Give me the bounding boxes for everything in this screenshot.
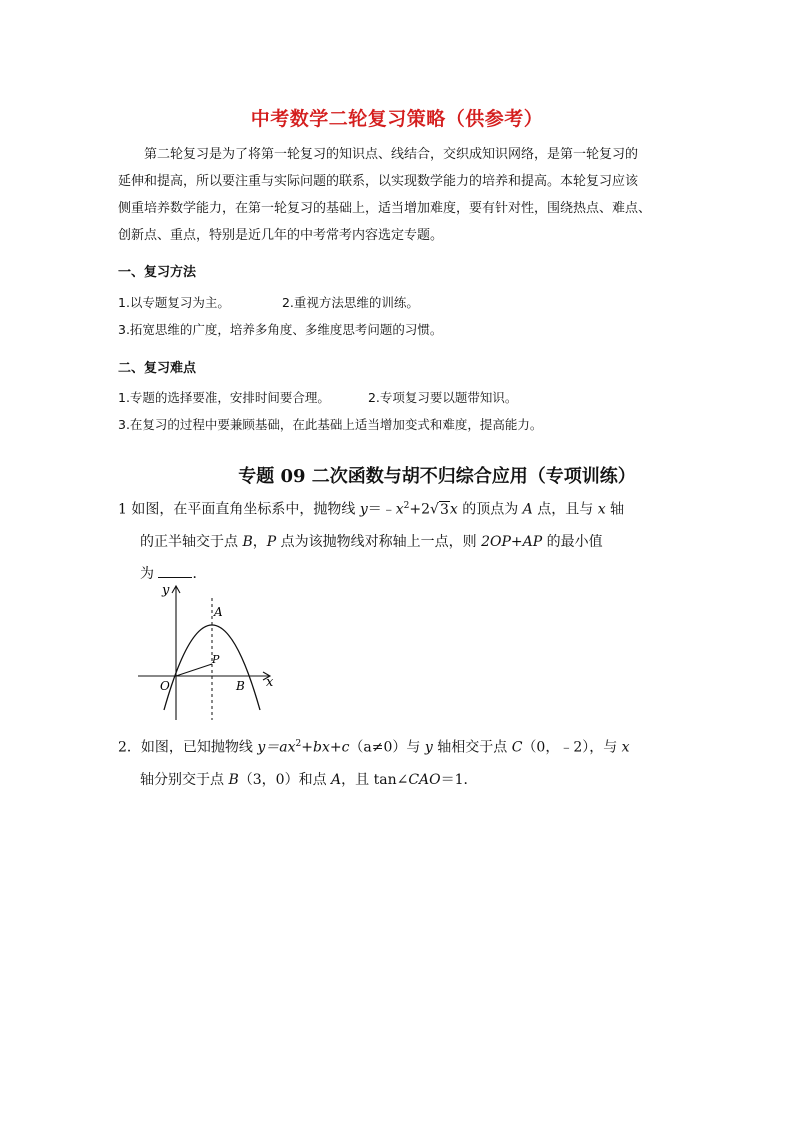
methods-item-1: 1.以专题复习为主。 [118,295,230,310]
label-o: O [160,679,170,693]
q2-line-2: 轴分别交于点 B（3，0）和点 A，且 tan∠CAO＝1． [140,771,478,788]
question-2 [118,728,678,796]
intro-line-3: 侧重培养数学能力，在第一轮复习的基础上，适当增加难度，要有针对性，围绕热点、难点、 [118,201,652,216]
difficulties-item-2: 2.专项复习要以题带知识。 [367,390,518,405]
q1-figure [130,580,280,725]
document-title: 中考数学二轮复习策略（供参考） [250,108,544,130]
q1-line-3: 为 ． [118,558,678,590]
intro-line-2: 延伸和提高，所以要注重与实际问题的联系，以实现数学能力的培养和提高。本轮复习应该 [118,174,639,189]
methods-item-3: 3.拓宽思维的广度，培养多角度、多维度思考问题的习惯。 [118,322,443,337]
methods-item-2: 2.重视方法思维的训练。 [281,295,419,310]
parabola-curve [164,625,260,710]
segment-op [176,664,212,676]
label-a: A [214,605,223,619]
label-p: P [212,653,220,666]
intro-line-4: 创新点、重点，特别是近几年的中考常考内容选定专题。 [118,228,444,243]
difficulties-line-1 [118,388,517,406]
difficulties-item-1: 1.专题的选择要准，安排时间要合理。 [118,390,330,405]
intro-line-1: 第二轮复习是为了将第一轮复习的知识点、线结合，交织成知识网络，是第一轮复习的 [144,147,639,162]
section-heading-difficulties: 二、复习难点 [118,361,197,376]
methods-line-1 [118,293,419,311]
topic-title: 专题 09 二次函数与胡不归综合应用（专项训练） [238,466,636,487]
label-b: B [236,679,245,693]
section-heading-methods: 一、复习方法 [118,265,197,280]
question-1 [118,490,678,590]
label-x: x [266,675,274,690]
label-y: y [162,583,170,598]
intro-paragraph [118,141,678,249]
q1-line-2: 的正半轴交于点 B，P 点为该抛物线对称轴上一点，则 2OP+AP 的最小值 [140,533,603,550]
answer-blank[interactable] [158,563,192,578]
q1-line-1: 1 如图，在平面直角坐标系中，抛物线 $y=﹣x^2+2√3x$ 的顶点为 A 点，且与 x 轴 [118,501,625,518]
difficulties-item-3: 3.在复习的过程中要兼顾基础，在此基础上适当增加变式和难度，提高能力。 [118,417,543,432]
q2-line-1: 2．如图，已知抛物线 $y=ax^2+bx+c(a\ne 0)$与 y 轴相交于点 C（0，﹣2），与 x [118,739,630,756]
sqrt-sign: √ [430,501,439,518]
